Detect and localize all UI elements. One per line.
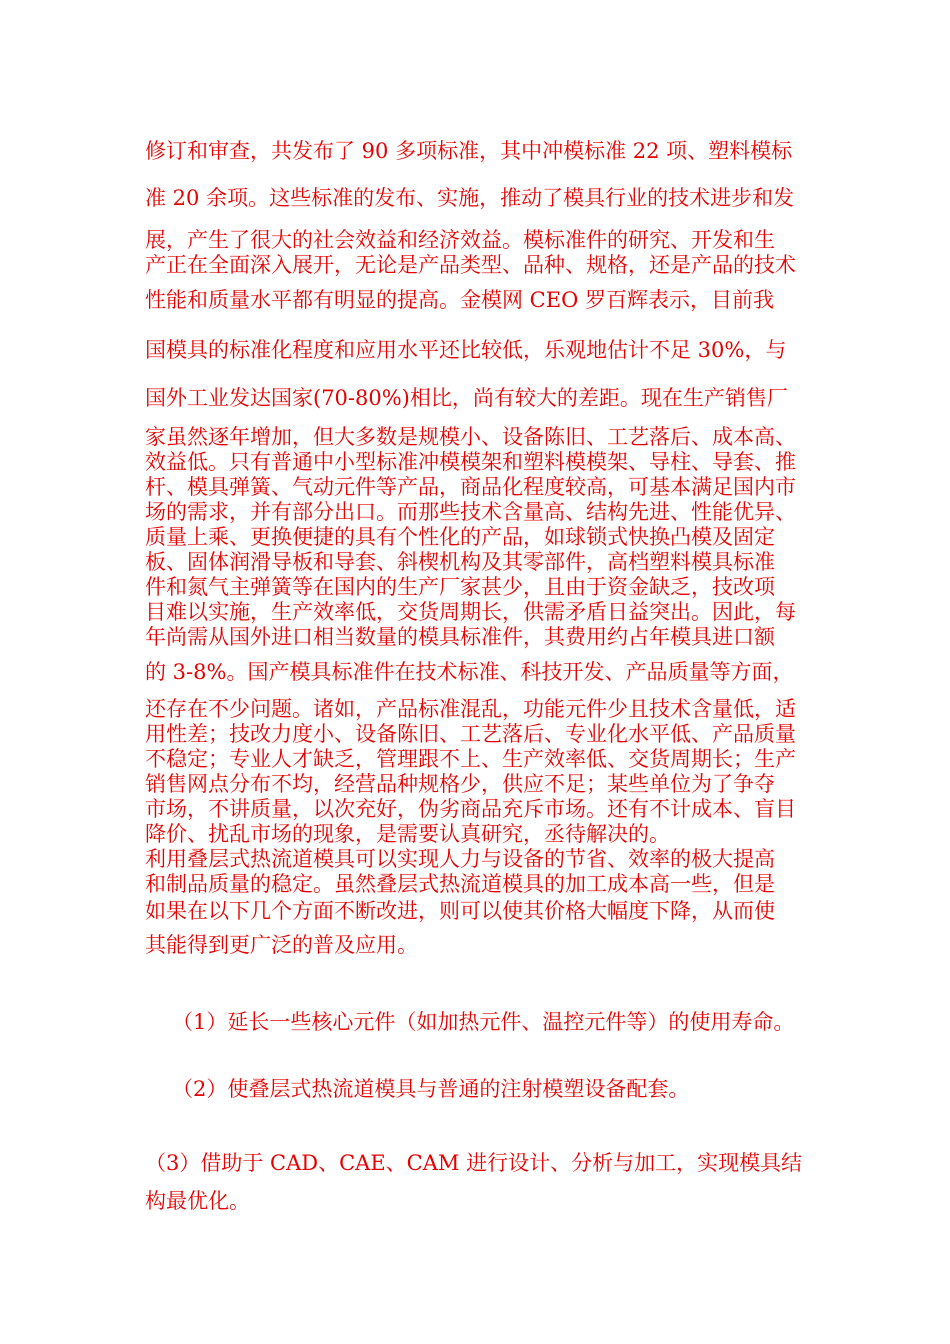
paragraph-line: 如果在以下几个方面不断改进，则可以使其价格大幅度下降，从而使 xyxy=(145,899,775,923)
paragraph-line: 国外工业发达国家(70-80%)相比，尚有较大的差距。现在生产销售厂 xyxy=(145,386,788,410)
paragraph-line: 国模具的标准化程度和应用水平还比较低，乐观地估计不足 30%，与 xyxy=(145,338,787,362)
paragraph-line: 其能得到更广泛的普及应用。 xyxy=(145,933,418,957)
paragraph-line: 用性差；技改力度小、设备陈旧、工艺落后、专业化水平低、产品质量 xyxy=(145,722,796,746)
paragraph-line: 市场，不讲质量，以次充好，伪劣商品充斥市场。还有不计成本、盲目 xyxy=(145,797,796,821)
paragraph-line: 场的需求，并有部分出口。而那些技术含量高、结构先进、性能优异、 xyxy=(145,500,796,524)
paragraph-line: 年尚需从国外进口相当数量的模具标准件，其费用约占年模具进口额 xyxy=(145,625,775,649)
list-item: （3）借助于 CAD、CAE、CAM 进行设计、分析与加工，实现模具结 xyxy=(145,1151,803,1175)
paragraph-line: 展，产生了很大的社会效益和经济效益。模标准件的研究、开发和生 xyxy=(145,228,775,252)
list-item: （1）延长一些核心元件（如加热元件、温控元件等）的使用寿命。 xyxy=(172,1010,795,1034)
paragraph-line: 质量上乘、更换便捷的具有个性化的产品，如球锁式快换凸模及固定 xyxy=(145,525,775,549)
paragraph-line: 性能和质量水平都有明显的提高。金模网 CEO 罗百辉表示，目前我 xyxy=(145,288,774,312)
paragraph-line: 降价、扰乱市场的现象，是需要认真研究，丞待解决的。 xyxy=(145,822,670,846)
paragraph-line: 产正在全面深入展开，无论是产品类型、品种、规格，还是产品的技术 xyxy=(145,253,796,277)
paragraph-line: 和制品质量的稳定。虽然叠层式热流道模具的加工成本高一些，但是 xyxy=(145,872,775,896)
paragraph-line: 准 20 余项。这些标准的发布、实施，推动了模具行业的技术进步和发 xyxy=(145,186,795,210)
paragraph-line: 的 3-8%。国产模具标准件在技术标准、科技开发、产品质量等方面， xyxy=(145,660,794,684)
paragraph-line: 杆、模具弹簧、气动元件等产品，商品化程度较高，可基本满足国内市 xyxy=(145,475,796,499)
paragraph-line: 还存在不少问题。诸如，产品标准混乱，功能元件少且技术含量低，适 xyxy=(145,697,796,721)
list-item-continuation: 构最优化。 xyxy=(145,1189,250,1213)
paragraph-line: 效益低。只有普通中小型标准冲模模架和塑料模模架、导柱、导套、推 xyxy=(145,450,796,474)
paragraph-line: 修订和审查，共发布了 90 多项标准，其中冲模标准 22 项、塑料模标 xyxy=(145,139,793,163)
list-item: （2）使叠层式热流道模具与普通的注射模塑设备配套。 xyxy=(172,1077,690,1101)
paragraph-line: 家虽然逐年增加，但大多数是规模小、设备陈旧、工艺落后、成本高、 xyxy=(145,425,796,449)
paragraph-line: 目难以实施，生产效率低，交货周期长，供需矛盾日益突出。因此，每 xyxy=(145,600,796,624)
paragraph-line: 销售网点分布不均，经营品种规格少，供应不足；某些单位为了争夺 xyxy=(145,772,775,796)
paragraph-line: 利用叠层式热流道模具可以实现人力与设备的节省、效率的极大提高 xyxy=(145,847,775,871)
paragraph-line: 板、固体润滑导板和导套、斜楔机构及其零部件，高档塑料模具标准 xyxy=(145,550,775,574)
paragraph-line: 不稳定；专业人才缺乏，管理跟不上、生产效率低、交货周期长；生产 xyxy=(145,747,796,771)
paragraph-line: 件和氮气主弹簧等在国内的生产厂家甚少，且由于资金缺乏，技改项 xyxy=(145,575,775,599)
